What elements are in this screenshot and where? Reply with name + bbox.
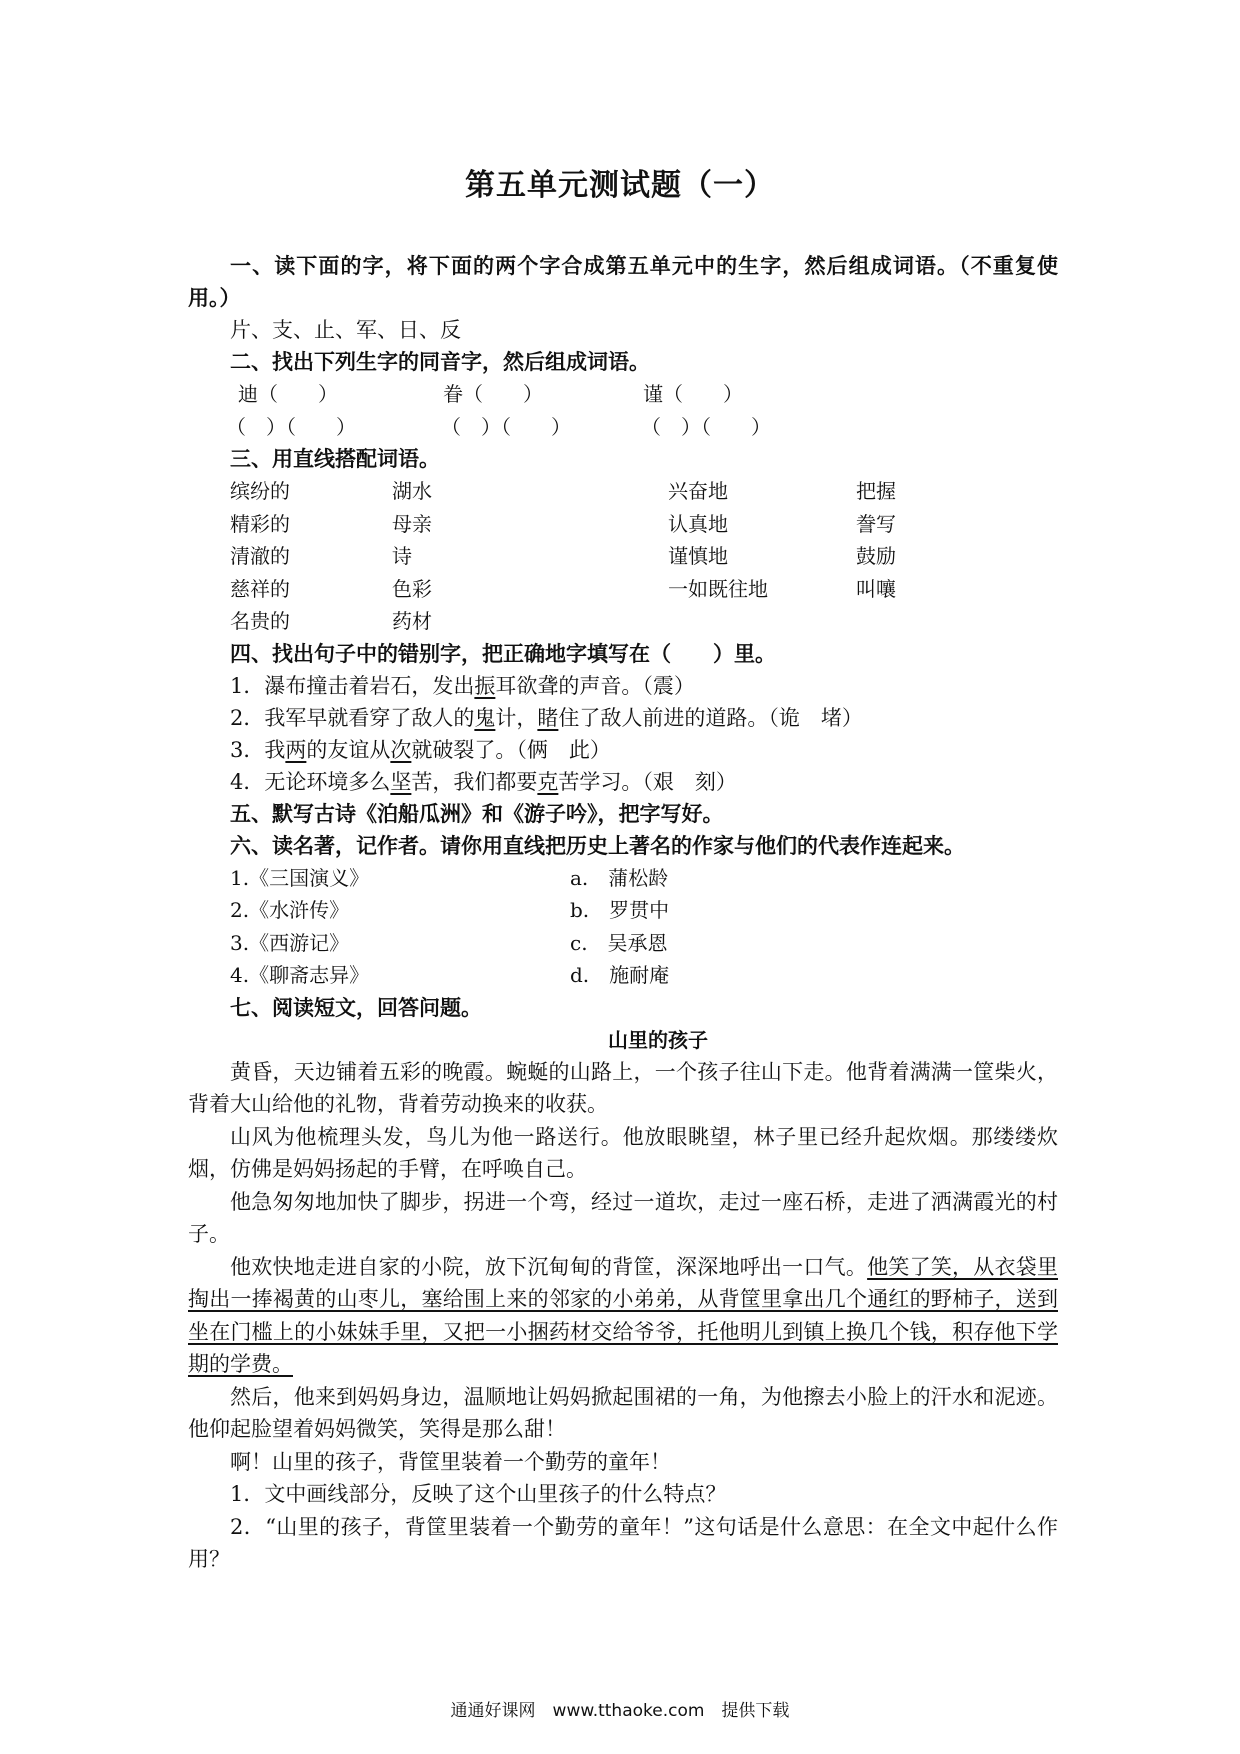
q4-wrong-char: 坚 [390, 769, 412, 794]
page-title: 第五单元测试题（一） [465, 168, 775, 203]
story-paragraph: 他急匆匆地加快了脚步，拐进一个弯，经过一道坎，走过一座石桥，走进了洒满霞光的村子。 [188, 1189, 1058, 1246]
q3-word: 叫嚷 [856, 576, 896, 601]
page-footer: 通通好课网 www.tthaoke.com 提供下载 [450, 1701, 790, 1721]
q4-item [188, 766, 1058, 798]
q4-wrong-char: 睹 [537, 705, 559, 730]
q3-heading: 三、用直线搭配词语。 [230, 447, 440, 471]
q2-blank: （ ）（ ） [441, 414, 571, 439]
q4-text: 4．无论环境多么 [230, 769, 391, 794]
q6-book: 2.《水浒传》 [230, 898, 350, 922]
q4-text: 苦学习。（艰 刻） [558, 769, 737, 794]
q3-word: 精彩的 [230, 511, 290, 536]
q4-text: 3．我 [230, 737, 286, 762]
q3-word: 一如既往地 [668, 576, 768, 601]
worksheet-content [188, 250, 1058, 1576]
q4-wrong-char: 振 [474, 673, 496, 698]
q4-item [188, 734, 1058, 766]
q2-row1 [188, 378, 1058, 411]
story-paragraph: 然后，他来到妈妈身边，温顺地让妈妈掀起围裙的一角，为他擦去小脸上的汗水和泥迹。他仰起脸望着妈妈微笑，笑得是那么甜！ [188, 1384, 1058, 1441]
q2-heading: 二、找出下列生字的同音字，然后组成词语。 [230, 350, 650, 374]
q6-author: b. 罗贯中 [570, 898, 670, 922]
q4-text: 住了敌人前进的道路。（诡 堵） [558, 705, 863, 730]
story-paragraph [188, 1251, 1058, 1381]
q4-text: 计， [495, 705, 538, 730]
q7-heading: 七、阅读短文，回答问题。 [230, 995, 482, 1020]
q5-heading: 五、默写古诗《泊船瓜洲》和《游子吟》，把字写好。 [230, 801, 724, 826]
q6-row [188, 959, 1058, 992]
story-text: 他欢快地走进自家的小院，放下沉甸甸的背筐，深深地呼出一口气。 [230, 1254, 868, 1279]
q2-item: 迪（ ） [238, 382, 338, 406]
q3-word: 湖水 [392, 479, 432, 503]
q4-text: 就破裂了。（俩 此） [411, 737, 611, 762]
q6-row [188, 894, 1058, 927]
q3-word: 药材 [392, 609, 432, 633]
q4-wrong-char: 次 [390, 737, 412, 762]
story-underlined-text: 他笑了笑，从衣袋里掏出一捧褐黄的山枣儿，塞给围上来的邻家的小弟弟，从背筐里拿出几个通红的野柿子，送到坐在门槛上的小妹妹手里，又把一小捆药材交给爷爷，托他明儿到镇上换几个钱，积存他下学期的学费。 [188, 1254, 1059, 1376]
q6-author: d. 施耐庵 [570, 963, 670, 987]
story-paragraph: 啊！山里的孩子，背筐里装着一个勤劳的童年！ [230, 1449, 671, 1474]
q4-text: 2．我军早就看穿了敌人的 [230, 705, 475, 730]
q4-text: 1．瀑布撞击着岩石，发出 [230, 673, 475, 698]
story-title: 山里的孩子 [608, 1027, 708, 1052]
q4-wrong-char: 两 [285, 737, 307, 762]
q3-word: 缤纷的 [230, 479, 290, 503]
q3-word: 色彩 [392, 576, 432, 601]
q3-word: 把握 [856, 479, 896, 503]
q2-row2 [188, 411, 1058, 444]
q6-book: 1.《三国演义》 [230, 865, 370, 890]
q4-heading: 四、找出句子中的错别字，把正确地字填写在（ ）里。 [230, 641, 776, 666]
q3-row [188, 573, 1058, 606]
q3-word: 鼓励 [856, 544, 896, 568]
q2-blank: （ ）（ ） [226, 414, 356, 439]
q4-text: 苦，我们都要 [411, 769, 538, 794]
q3-word: 母亲 [392, 511, 432, 536]
reading-question: 1．文中画线部分，反映了这个山里孩子的什么特点？ [230, 1482, 727, 1506]
q4-wrong-char: 克 [537, 769, 559, 794]
q6-author: c. 吴承恩 [570, 930, 668, 955]
q3-word: 慈祥的 [230, 576, 290, 601]
q3-word: 诗 [392, 544, 412, 568]
q3-word: 兴奋地 [668, 479, 728, 503]
q1-chars: 片、支、止、军、日、反 [230, 318, 461, 342]
q4-text: 的友谊从 [306, 737, 391, 762]
q2-blank: （ ）（ ） [641, 414, 771, 439]
q3-word: 誊写 [856, 511, 896, 536]
q6-author: a. 蒲松龄 [570, 865, 669, 890]
q4-wrong-char: 鬼 [474, 705, 496, 730]
q3-word: 名贵的 [230, 609, 290, 633]
q6-row [188, 927, 1058, 960]
q1-heading: 一、读下面的字，将下面的两个字合成第五单元中的生字，然后组成词语。（不重复使用。） [188, 254, 1058, 310]
q3-row [188, 508, 1058, 541]
story-paragraph: 黄昏，天边铺着五彩的晚霞。蜿蜒的山路上，一个孩子往山下走。他背着满满一筐柴火，背着大山给他的礼物，背着劳动换来的收获。 [188, 1059, 1058, 1116]
q6-heading: 六、读名著，记作者。请你用直线把历史上著名的作家与他们的代表作连起来。 [230, 833, 965, 858]
q2-item: 眷（ ） [443, 382, 543, 406]
q4-item [188, 702, 1058, 734]
q3-row [188, 605, 1058, 638]
q6-book: 3.《西游记》 [230, 930, 350, 955]
q4-text: 耳欲聋的声音。（震） [495, 673, 695, 698]
q3-row [188, 540, 1058, 573]
q3-word: 认真地 [668, 511, 728, 536]
q3-word: 清澈的 [230, 544, 290, 568]
q4-item [188, 670, 1058, 702]
reading-question: 2．“山里的孩子，背筐里装着一个勤劳的童年！”这句话是什么意思：在全文中起什么作用？ [188, 1514, 1058, 1571]
q3-row [188, 475, 1058, 508]
q6-row [188, 862, 1058, 895]
q3-word: 谨慎地 [668, 544, 728, 568]
q2-item: 谨（ ） [643, 382, 743, 406]
story-paragraph: 山风为他梳理头发，鸟儿为他一路送行。他放眼眺望，林子里已经升起炊烟。那缕缕炊烟，仿佛是妈妈扬起的手臂，在呼唤自己。 [188, 1124, 1058, 1181]
q6-book: 4.《聊斋志异》 [230, 963, 370, 987]
